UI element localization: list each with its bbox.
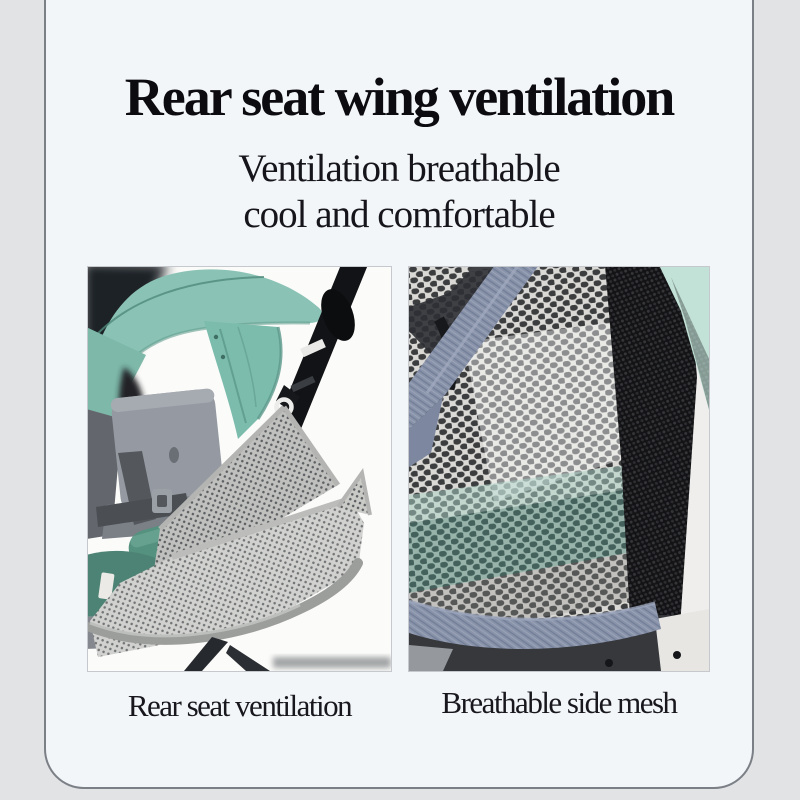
- side-mesh-photo-illustration: [409, 267, 709, 671]
- subtitle-line-2: cool and comfortable: [243, 193, 555, 236]
- cushion-dimple: [169, 447, 179, 463]
- page-title: Rear seat wing ventilation: [124, 67, 674, 127]
- rear-seat-ventilation-photo: [87, 266, 392, 672]
- content-card: [44, 0, 754, 789]
- caption-breathable-side-mesh: Breathable side mesh: [441, 685, 677, 720]
- page-subtitle: [46, 146, 752, 238]
- caption-rear-seat-ventilation: Rear seat ventilation: [127, 688, 352, 723]
- rear-seat-photo-illustration: [88, 267, 391, 671]
- breathable-side-mesh-photo: [408, 266, 710, 672]
- subtitle-line-1: Ventilation breathable: [238, 147, 560, 190]
- white-floor: [655, 609, 709, 671]
